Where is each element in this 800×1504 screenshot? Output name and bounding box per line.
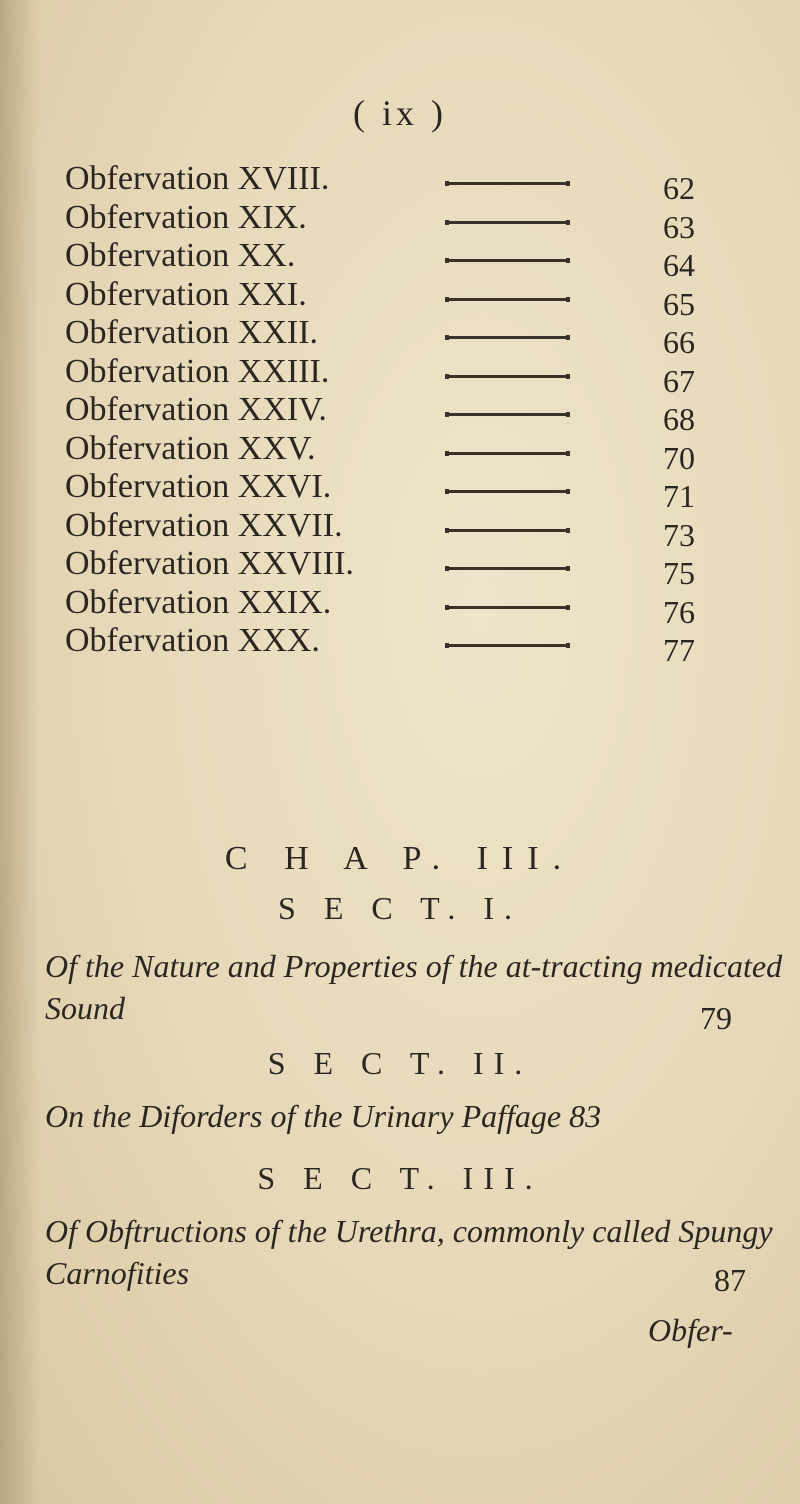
toc-row <box>55 352 755 399</box>
toc-row <box>55 237 755 283</box>
toc-page: 73 <box>663 516 695 553</box>
toc-page: 62 <box>663 170 695 206</box>
section-title: Of the Nature and Properties of the at-tracting medicated Sound <box>45 948 783 1026</box>
toc-page: 77 <box>663 632 695 668</box>
section-title: Of Obftructions of the Urethra, commonly called Spungy Carnofities <box>45 1213 773 1291</box>
chapter-heading: C H A P. III. <box>224 840 576 877</box>
toc-page: 68 <box>663 401 695 437</box>
toc-page: 66 <box>663 324 695 360</box>
leader-rule <box>445 452 570 455</box>
toc-page: 75 <box>663 555 695 591</box>
leader-rule <box>445 606 570 609</box>
section-heading: S E C T. II. <box>267 1045 533 1081</box>
toc-page: 63 <box>663 208 695 245</box>
toc-row <box>55 198 755 245</box>
toc-row <box>55 391 755 437</box>
toc-row <box>55 622 755 668</box>
section-heading: S E C T. III. <box>257 1160 543 1196</box>
page-edge-shadow <box>0 0 40 1504</box>
toc-page: 71 <box>663 478 695 514</box>
toc-row <box>55 314 755 360</box>
toc-page: 76 <box>663 593 695 630</box>
toc-label: Obfervation XXVII. <box>65 506 343 544</box>
section-heading: S E C T. I. <box>278 890 522 926</box>
section-page: 87 <box>714 1262 746 1298</box>
page-number: ( ix ) <box>353 93 447 133</box>
toc-label: Obfervation XXIII. <box>65 352 330 390</box>
catchword: Obfer- <box>648 1312 733 1348</box>
toc-label: Obfervation XXV. <box>65 429 316 467</box>
toc-label: Obfervation XXII. <box>65 314 319 351</box>
toc-page: 67 <box>663 362 695 399</box>
toc-row <box>55 429 755 476</box>
toc-label: Obfervation XX. <box>65 237 296 274</box>
toc-row <box>55 506 755 553</box>
leader-rule <box>445 221 570 224</box>
observations-list <box>55 160 755 668</box>
toc-label: Obfervation XVIII. <box>65 160 330 197</box>
toc-label: Obfervation XXIV. <box>65 391 327 428</box>
leader-rule <box>445 490 570 493</box>
toc-row <box>55 468 755 514</box>
toc-page: 64 <box>663 247 695 283</box>
toc-page: 70 <box>663 439 695 476</box>
toc-label: Obfervation XXVI. <box>65 468 332 505</box>
section-page: 79 <box>700 1000 732 1036</box>
toc-label: Obfervation XIX. <box>65 198 307 236</box>
toc-row <box>55 583 755 630</box>
toc-label: Obfervation XXX. <box>65 622 320 659</box>
leader-rule <box>445 644 570 647</box>
toc-label: Obfervation XXVIII. <box>65 545 354 582</box>
toc-row <box>55 545 755 591</box>
leader-rule <box>445 567 570 570</box>
leader-rule <box>445 375 570 378</box>
toc-label: Obfervation XXIX. <box>65 583 332 621</box>
toc-row <box>55 275 755 322</box>
leader-rule <box>445 182 570 185</box>
leader-rule <box>445 529 570 532</box>
leader-rule <box>445 298 570 301</box>
toc-label: Obfervation XXI. <box>65 275 307 313</box>
toc-row <box>55 160 755 206</box>
toc-page: 65 <box>663 285 695 322</box>
section-title: On the Diforders of the Urinary Paffage 83 <box>45 1098 602 1134</box>
leader-rule <box>445 336 570 339</box>
leader-rule <box>445 259 570 262</box>
leader-rule <box>445 413 570 416</box>
